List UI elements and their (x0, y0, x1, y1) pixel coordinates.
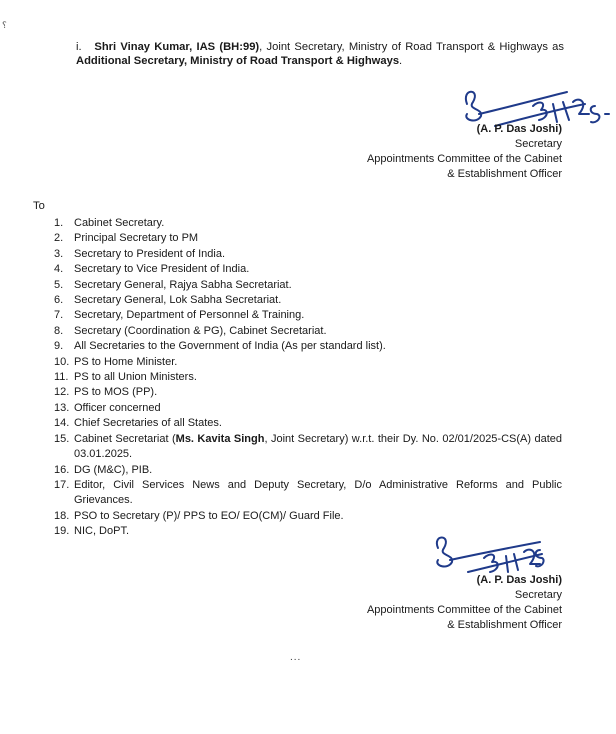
signatory-org: Appointments Committee of the Cabinet (366, 604, 562, 616)
corner-mark: ⸮ (2, 20, 7, 30)
list-item: 16. DG (M&C), PIB. (54, 463, 153, 476)
list-item: 3. Secretary to President of India. (54, 247, 226, 260)
list-item: 8. Secretary (Coordination & PG), Cabinet Secretariat. (54, 324, 327, 337)
list-item: 12. PS to MOS (PP). (54, 386, 158, 399)
officer-name: Ms. Kavita Singh (175, 432, 265, 445)
list-item: 15. Cabinet Secretariat (Ms. Kavita Singh, Joint Secretary) w.r.t. their Dy. No. 02/01/2025-CS(A) dated 03.01.2025. (54, 432, 562, 461)
officer-current-post: , Joint Secretary, Ministry of Road Transport & Highways as (259, 41, 564, 53)
list-item: 2. Principal Secretary to PM (54, 232, 199, 245)
list-item: 18. PSO to Secretary (P)/ PPS to EO/ EO(CM)/ Guard File. (54, 509, 344, 522)
signatory-org-2: & Establishment Officer (447, 619, 562, 631)
signatory-org: Appointments Committee of the Cabinet (366, 153, 562, 165)
list-item: 17. Editor, Civil Services News and Deputy Secretary, D/o Administrative Reforms and Public Grievances. (54, 478, 562, 507)
order-number: i. (76, 41, 82, 53)
list-item: 19. NIC, DoPT. (54, 525, 130, 538)
signatory-name: (A. P. Das Joshi) (476, 123, 562, 135)
list-item: 7. Secretary, Department of Personnel & Training. (54, 309, 305, 322)
to-label: To (33, 200, 45, 212)
list-item: 13. Officer concerned (54, 401, 161, 414)
officer-name: Shri Vinay Kumar, IAS (BH:99) (94, 41, 260, 53)
page-end-mark: ... (290, 652, 302, 663)
signatory-block-bottom (367, 573, 562, 633)
recipient-list (54, 216, 562, 540)
list-item: 5. Secretary General, Rajya Sabha Secretariat. (54, 278, 292, 291)
officer-new-post: Additional Secretary, Ministry of Road Transport & Highways (76, 55, 400, 67)
list-item: 4. Secretary to Vice President of India. (54, 263, 250, 276)
order-paragraph: i. Shri Vinay Kumar, IAS (BH:99), Joint Secretary, Ministry of Road Transport & Highways as Additional Secretary, Ministry of Road Transport & Highways. (76, 41, 564, 67)
list-item: 1. Cabinet Secretary. (54, 217, 165, 229)
list-item: 9. All Secretaries to the Government of India (As per standard list). (54, 340, 386, 353)
signatory-title: Secretary (514, 138, 562, 150)
signatory-title: Secretary (514, 589, 562, 601)
list-item: 6. Secretary General, Lok Sabha Secretariat. (54, 294, 282, 307)
list-item: 10. PS to Home Minister. (54, 355, 178, 368)
signatory-block-top (367, 122, 562, 182)
list-item: 11. PS to all Union Ministers. (54, 371, 197, 384)
signatory-name: (A. P. Das Joshi) (476, 574, 562, 586)
signatory-org-2: & Establishment Officer (447, 168, 562, 180)
list-item: 14. Chief Secretaries of all States. (54, 417, 222, 430)
signature-bottom (428, 532, 548, 576)
